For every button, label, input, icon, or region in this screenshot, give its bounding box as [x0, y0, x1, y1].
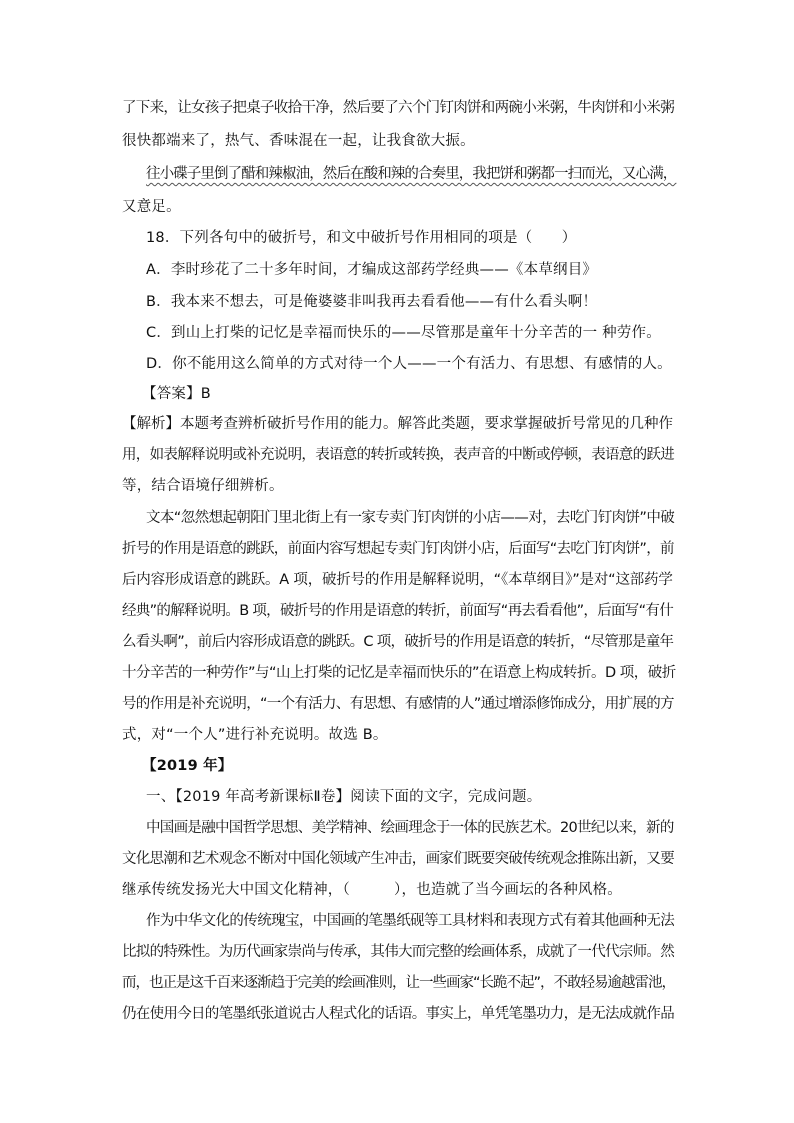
analysis-line: 式，对“一个人”进行补充说明。故选 B。 [122, 727, 388, 743]
passage-line: 中国画是融中国哲学思想、美学精神、绘画理念于一体的民族艺术。20世纪以来，新的 [146, 820, 674, 836]
text-line: 了下来，让女孩子把桌子收拾干净，然后要了六个门钉肉饼和两碗小米粥，牛肉饼和小米粥 [122, 100, 674, 116]
section-year-heading: 【2019 年】 [142, 758, 233, 774]
text-line: 往小碟子里倒了醋和辣椒油，然后在酸和辣的合奏里，我把饼和粥都一扫而光，又心满， [146, 166, 677, 182]
passage-line: 文化思潮和艺术观念不断对中国化领域产生冲击，画家们既要突破传统观念推陈出新，又要 [122, 851, 674, 867]
option-c: C．到山上打柴的记忆是幸福而快乐的——尽管那是童年十分辛苦的一 种劳作。 [146, 325, 661, 341]
question-stem: 18．下列各句中的破折号，和文中破折号作用相同的项是（ ） [146, 230, 577, 246]
passage-line: 而，也正是这千百来逐渐趋于完美的绘画准则，让一些画家“长跪不起”，不敢轻易逾越雷池， [122, 975, 676, 991]
text-line: 又意足。 [122, 199, 181, 215]
analysis-line: 【解析】本题考查辨析破折号作用的能力。解答此类题，要求掌握破折号常见的几种作 [122, 416, 673, 432]
analysis-line: 用，如表解释说明或补充说明，表语意的转折或转换，表声音的中断或停顿，表语意的跃进 [122, 447, 674, 463]
analysis-line: 经典”的解释说明。B 项，破折号的作用是语意的转折，前面写“再去看看他”，后面写“有什 [122, 603, 674, 619]
analysis-line: 等，结合语境仔细辨析。 [122, 478, 284, 494]
analysis-line: 文本“忽然想起朝阳门里北街上有一家专卖门钉肉饼的小店——对，去吃门钉肉饼”中破 [146, 510, 675, 526]
passage-line: 作为中华文化的传统瑰宝，中国画的笔墨纸砚等工具材料和表现方式有着其他画种无法 [146, 913, 675, 929]
passage-intro: 一、【2019 年高考新课标Ⅱ卷】阅读下面的文字，完成问题。 [146, 789, 542, 805]
passage-line: 比拟的特殊性。为历代画家崇尚与传承，其伟大而完整的绘画体系，成就了一代代宗师。然 [122, 944, 674, 960]
text-line: 很快都端来了，热气、香味混在一起，让我食欲大振。 [122, 133, 475, 149]
analysis-line: 号的作用是补充说明，“一个有活力、有思想、有感情的人”通过增添修饰成分，用扩展的方 [122, 696, 674, 712]
analysis-line: 么看头啊”，前后内容形成语意的跳跃。C 项，破折号的作用是语意的转折，“尽管那是童年 [122, 634, 674, 650]
answer-line: 【答案】B [142, 386, 211, 402]
passage-line: 继承传统发扬光大中国文化精神，（ ），也造就了当今画坛的各种风格。 [122, 882, 622, 898]
analysis-line: 十分辛苦的一种劳作”与“山上打柴的记忆是幸福而快乐的”在语意上构成转折。D 项，破折 [122, 665, 676, 681]
option-d: D．你不能用这么简单的方式对待一个人——一个有活力、有思想、有感情的人。 [146, 356, 672, 372]
option-a: A．李时珍花了二十多年时间，才编成这部药学经典——《本草纲目》 [146, 262, 598, 278]
analysis-line: 折号的作用是语意的跳跃，前面内容写想起专卖门钉肉饼小店，后面写“去吃门钉肉饼”，前 [122, 541, 674, 557]
option-b: B．我本来不想去，可是俺婆婆非叫我再去看看他——有什么看头啊！ [146, 294, 598, 310]
analysis-line: 后内容形成语意的跳跃。A 项，破折号的作用是解释说明，“《本草纲目》”是对“这部药学 [122, 572, 673, 588]
passage-line: 仍在使用今日的笔墨纸张道说古人程式化的话语。事实上，单凭笔墨功力，是无法成就作品 [122, 1006, 674, 1022]
